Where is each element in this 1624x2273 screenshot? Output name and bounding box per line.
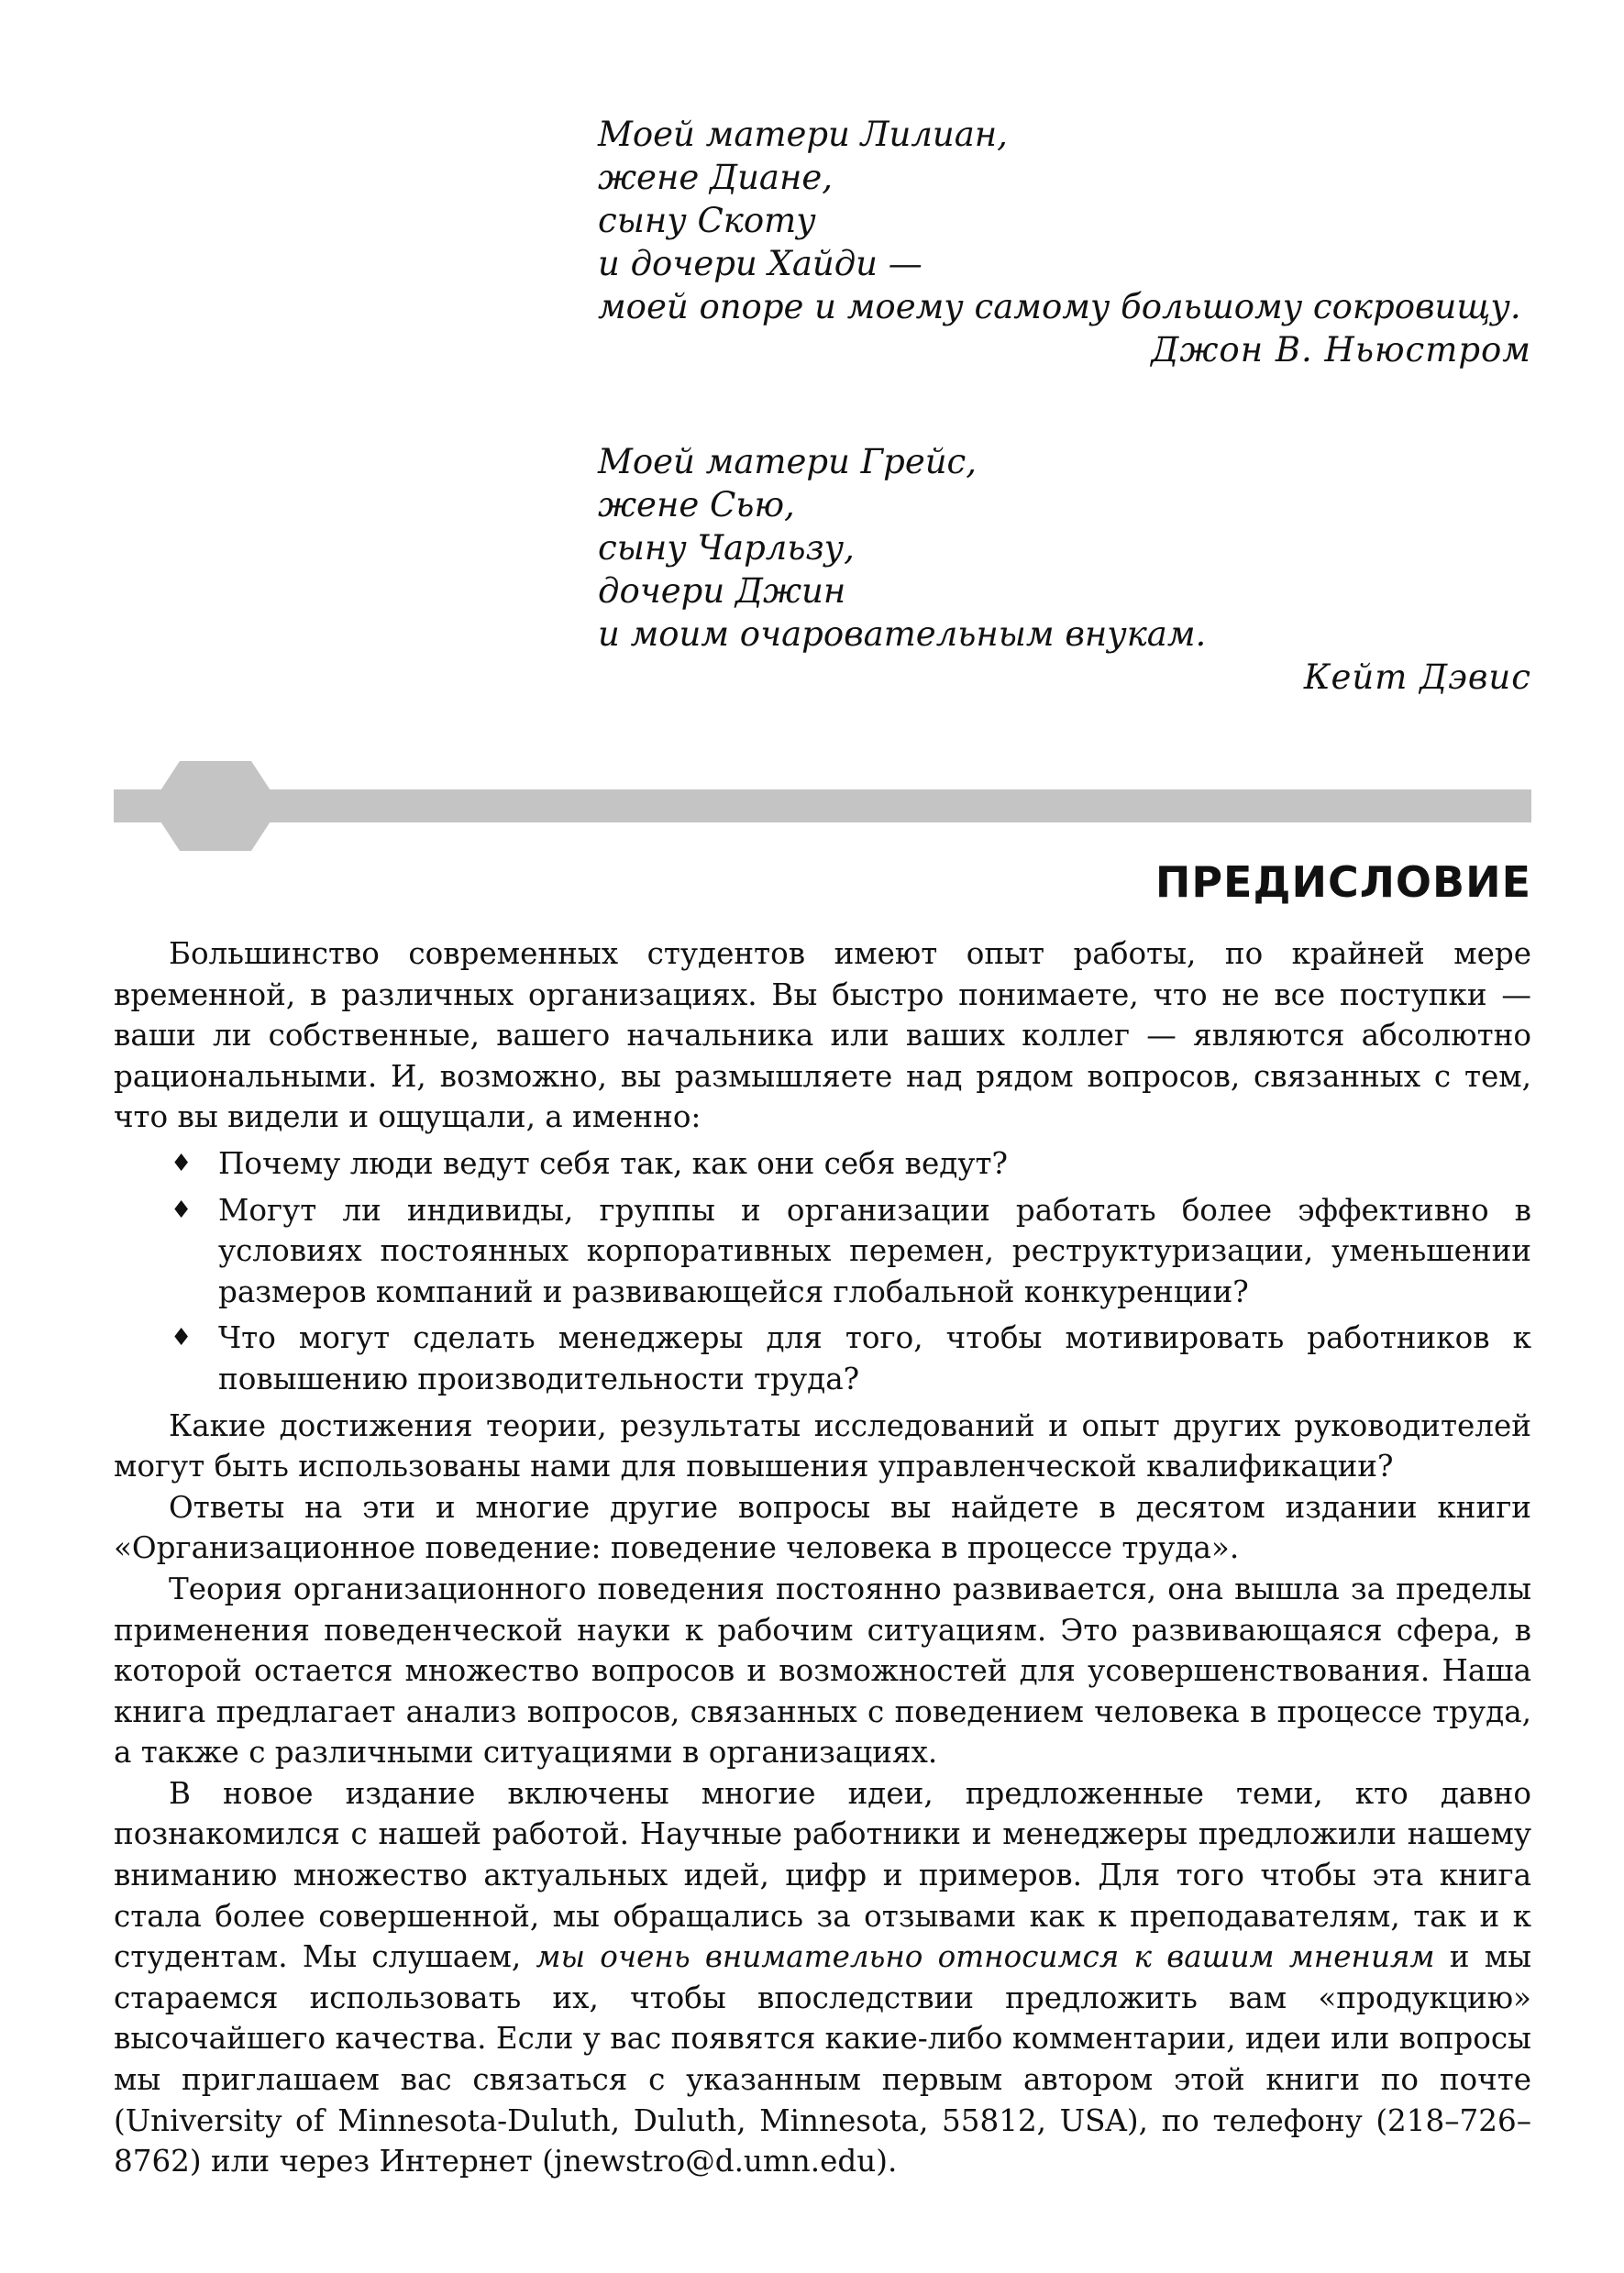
list-item <box>114 1143 1531 1185</box>
diamond-bullet-icon: ♦ <box>171 1196 193 1224</box>
dedication-line: дочери Джин <box>598 571 846 611</box>
paragraph-text: и мы стараемся использовать их, чтобы впоследствии предложить вам «продукцию» высочайшего качества. Если у вас появятся какие-либо комментарии, идеи или вопросы мы приглашаем вас связаться с указанным первым автором этой книги по почте (University of Minnesota-Duluth, Duluth, Minnesota, 55812, USA), по телефону (218–726–8762) или через Интернет (jnewstro@d.umn.edu). <box>114 1939 1532 2179</box>
diamond-bullet-icon: ♦ <box>171 1324 193 1352</box>
dedication-line: и дочери Хайди — <box>598 244 922 283</box>
list-item <box>114 1190 1531 1313</box>
intro-paragraph: Большинство современных студентов имеют опыт работы, по крайней мере временной, в различных организациях. Вы быстро понимаете, что не все поступки — ваши ли собственные, вашего начальника или ваших коллег — являются абсолютно рациональными. И, возможно, вы размышляете над рядом вопросов, связанных с тем, что вы видели и ощущали, а именно: <box>114 936 1531 1135</box>
list-item-text: Что могут сделать менеджеры для того, чтобы мотивировать работников к повышению производительности труда? <box>218 1320 1531 1396</box>
question-list <box>114 1143 1531 1400</box>
preface-body <box>114 933 1531 2182</box>
body-paragraph: Какие достижения теории, результаты исследований и опыт других руководителей могут быть использованы нами для повышения управленческой квалификации? <box>114 1407 1531 1484</box>
body-paragraph: Ответы на эти и многие другие вопросы вы найдете в десятом издании книги «Организационное поведение: поведение человека в процессе труда». <box>114 1489 1531 1566</box>
emphasized-text: мы очень внимательно относимся к вашим мнениям <box>536 1939 1435 1975</box>
dedication-line: Моей матери Лилиан, <box>598 115 1008 154</box>
body-paragraph: Теория организационного поведения постоянно развивается, она вышла за пределы применения поведенческой науки к рабочим ситуациям. Это развивающаяся сфера, в которой остается множество вопросов и возможностей для усовершенствования. Наша книга предлагает анализ вопросов, связанных с поведением человека в процессе труда, а также с различными ситуациями в организациях. <box>114 1571 1531 1771</box>
diamond-bullet-icon: ♦ <box>171 1149 193 1177</box>
dedication-line: жене Диане, <box>598 158 833 197</box>
divider-bar <box>114 789 1531 822</box>
list-item <box>114 1318 1531 1399</box>
dedication-line: моей опоре и моему самому большому сокровищу. <box>598 287 1521 326</box>
list-item-text: Почему люди ведут себя так, как они себя ведут? <box>218 1145 1008 1181</box>
dedication-block-1 <box>598 113 1531 371</box>
dedication-line: сыну Чарльзу, <box>598 528 855 568</box>
dedication-signature: Джон В. Ньюстром <box>1151 330 1531 370</box>
paragraph-text: В новое издание включены многие идеи, предложенные теми, кто давно познакомился с нашей работой. Научные работники и менеджеры предложили нашему вниманию множество актуальных идей, цифр и примеров. Для того чтобы эта книга стала более совершенной, мы обращались за отзывами как к преподавателям, так и к студентам. Мы слушаем, <box>114 1775 1531 1975</box>
section-divider <box>114 761 1531 851</box>
dedication-line: Моей матери Грейс, <box>598 442 978 481</box>
dedication-block-2 <box>598 440 1531 699</box>
contact-paragraph <box>114 1773 1531 2182</box>
section-title: ПРЕДИСЛОВИЕ <box>1154 857 1531 907</box>
dedication-line: жене Сью, <box>598 485 795 524</box>
hexagon-ornament-icon <box>150 761 281 851</box>
dedication-line: сыну Скоту <box>598 201 816 240</box>
dedication-signature: Кейт Дэвис <box>1303 657 1531 697</box>
dedication-line: и моим очаровательным внукам. <box>598 614 1207 654</box>
list-item-text: Могут ли индивиды, группы и организации работать более эффективно в условиях постоянных корпоративных перемен, реструктуризации, уменьшении размеров компаний и развивающейся глобальной конкуренции? <box>218 1192 1531 1309</box>
